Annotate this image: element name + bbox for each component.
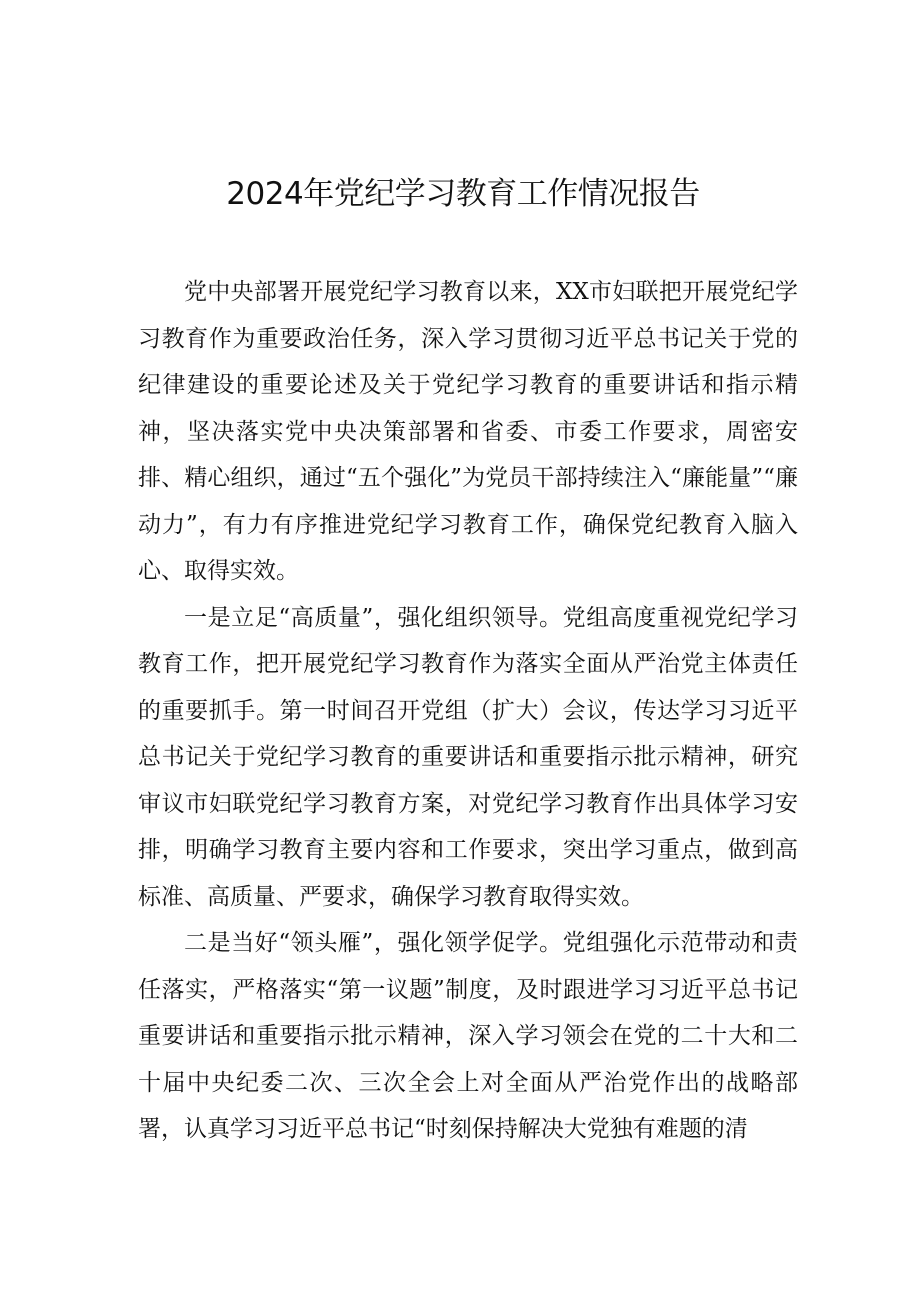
paragraph-intro: 党中央部署开展党纪学习教育以来，XX市妇联把开展党纪学习教育作为重要政治任务，深入学习贯彻习近平总书记关于党的纪律建设的重要论述及关于党纪学习教育的重要讲话和指示精神，坚决落实党中央决策部署和省委、市委工作要求，周密安排、精心组织，通过“五个强化”为党员干部持续注入“廉能量”“廉动力”，有力有序推进党纪学习教育工作，确保党纪教育入脑入心、取得实效。 [138, 279, 798, 584]
paragraph-point-one: 一是立足“高质量”，强化组织领导。党组高度重视党纪学习教育工作，把开展党纪学习教育作为落实全面从严治党主体责任的重要抓手。第一时间召开党组（扩大）会议，传达学习习近平总书记关于党纪学习教育的重要讲话和重要指示批示精神，研究审议市妇联党纪学习教育方案，对党纪学习教育作出具体学习安排，明确学习教育主要内容和工作要求，突出学习重点，做到高标准、高质量、严要求，确保学习教育取得实效。 [138, 604, 798, 910]
document-body [138, 269, 798, 1153]
paragraph-point-two: 二是当好“领头雁”，强化领学促学。党组强化示范带动和责任落实，严格落实“第一议题”制度，及时跟进学习习近平总书记重要讲话和重要指示批示精神，深入学习领会在党的二十大和二十届中央纪委二次、三次全会上对全面从严治党作出的战略部署，认真学习习近平总书记“时刻保持解决大党独有难题的清 [138, 930, 798, 1142]
document-title: 2024年党纪学习教育工作情况报告 [226, 176, 700, 212]
